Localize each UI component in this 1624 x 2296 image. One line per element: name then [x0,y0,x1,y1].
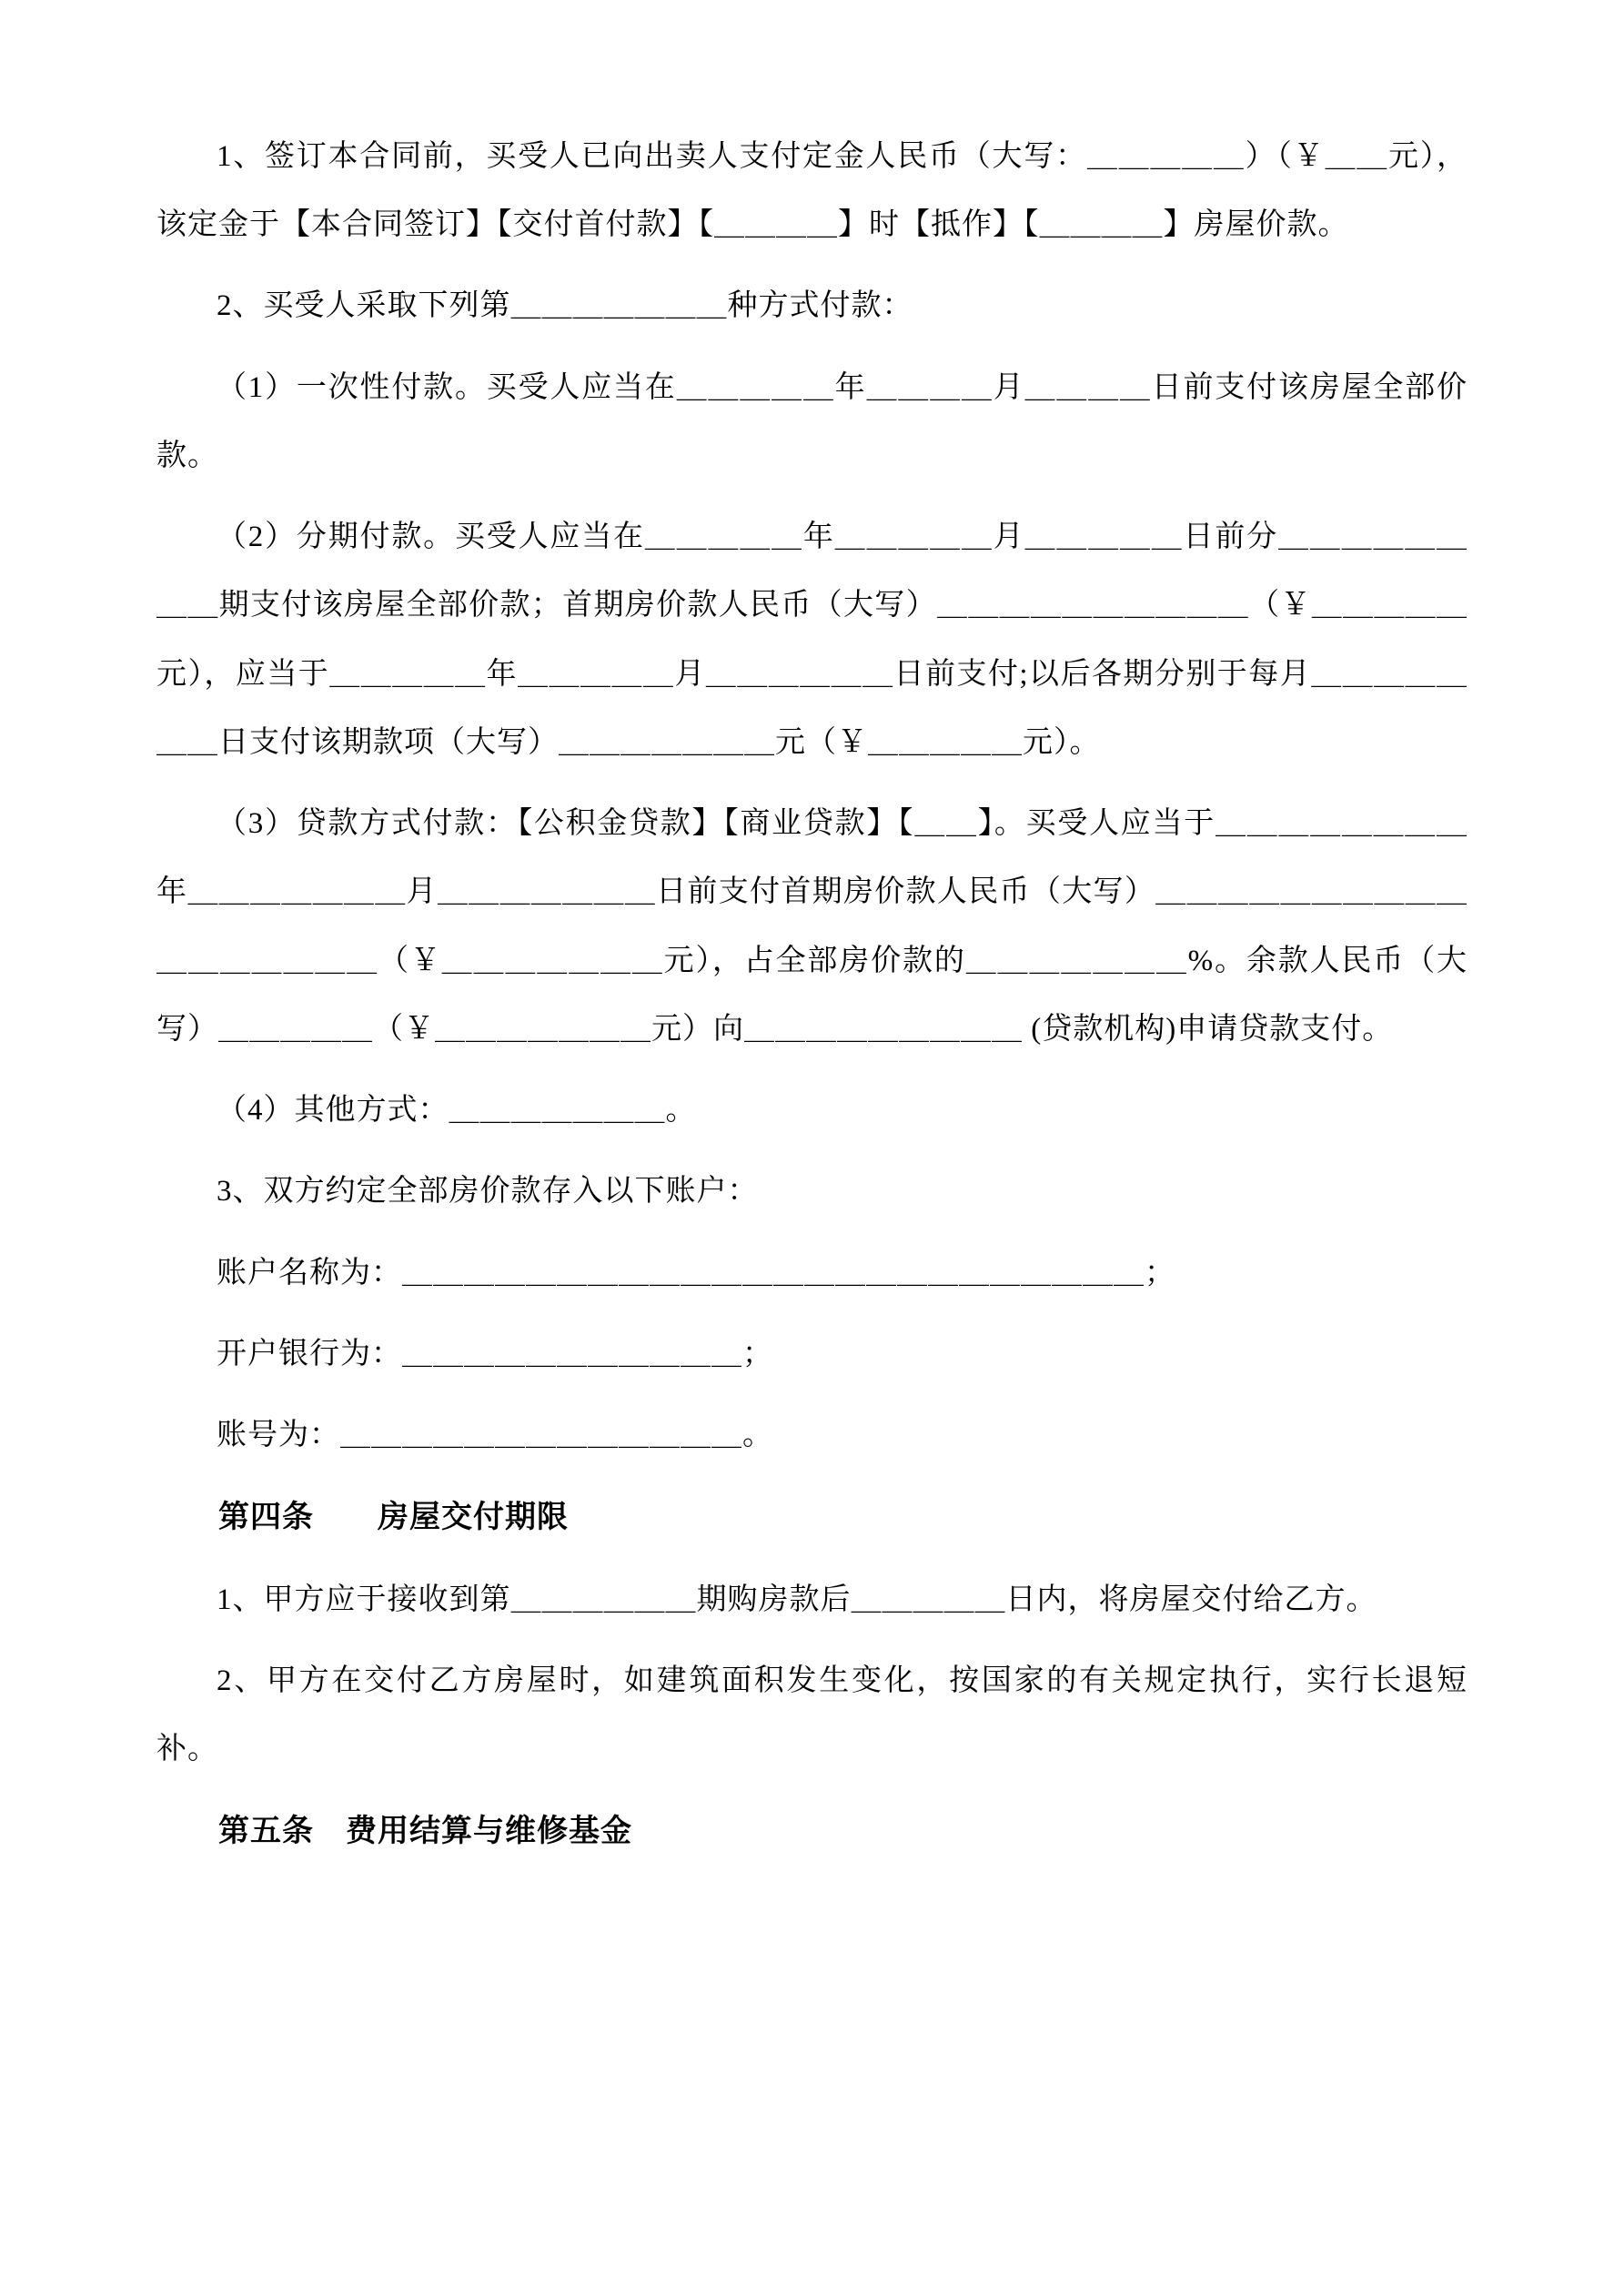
paragraph-area-change: 2、甲方在交付乙方房屋时，如建筑面积发生变化，按国家的有关规定执行，实行长退短补。 [156,1664,1468,1766]
paragraph-account-intro: 3、双方约定全部房价款存入以下账户： [217,1175,759,1209]
paragraph-account-number: 账号为：＿＿＿＿＿＿＿＿＿＿＿＿＿。 [217,1418,773,1451]
paragraph-account-name: 账户名称为：＿＿＿＿＿＿＿＿＿＿＿＿＿＿＿＿＿＿＿＿＿＿＿＿； [217,1256,1175,1290]
paragraph-bank-name: 开户银行为：＿＿＿＿＿＿＿＿＿＿＿； [217,1337,773,1371]
section-heading-article-4: 第四条 房屋交付期限 [218,1501,569,1535]
paragraph-deposit-clause: 1、签订本合同前，买受人已向出卖人支付定金人民币（大写：＿＿＿＿＿）（￥＿＿元），该定金于【本合同签订】【交付首付款】【＿＿＿＿】时【抵作】【＿＿＿＿】房屋价款。 [156,140,1468,242]
paragraph-lump-sum-payment: （1）一次性付款。买受人应当在＿＿＿＿＿年＿＿＿＿月＿＿＿＿日前支付该房屋全部价款。 [156,370,1468,472]
paragraph-payment-method-intro: 2、买受人采取下列第＿＿＿＿＿＿＿种方式付款： [217,289,913,323]
section-heading-article-5: 第五条 费用结算与维修基金 [218,1815,632,1849]
paragraph-loan-payment: （3）贷款方式付款：【公积金贷款】【商业贷款】【＿＿】。买受人应当于＿＿＿＿＿＿＿＿年＿＿＿＿＿＿＿月＿＿＿＿＿＿＿日前支付首期房价款人民币（大写）＿＿＿＿＿＿＿＿＿＿＿＿＿＿＿＿＿（￥＿＿＿＿＿＿＿元），占全部房价款的＿＿＿＿＿＿＿%。余款人民币（大写）＿＿＿＿＿（￥＿＿＿＿＿＿＿元）向＿＿＿＿＿＿＿＿＿ (贷款机构)申请贷款支付。 [156,807,1468,1046]
paragraph-delivery-deadline: 1、甲方应于接收到第＿＿＿＿＿＿期购房款后＿＿＿＿＿日内，将房屋交付给乙方。 [217,1583,1377,1616]
paragraph-installment-payment: （2）分期付款。买受人应当在＿＿＿＿＿年＿＿＿＿＿月＿＿＿＿＿日前分＿＿＿＿＿＿＿＿期支付该房屋全部价款；首期房价款人民币（大写）＿＿＿＿＿＿＿＿＿＿（￥＿＿＿＿＿元），应当于＿＿＿＿＿年＿＿＿＿＿月＿＿＿＿＿＿日前支付;以后各期分别于每月＿＿＿＿＿＿＿日支付该期款项（大写）＿＿＿＿＿＿＿元（￥＿＿＿＿＿元）。 [156,521,1468,759]
paragraph-other-payment: （4）其他方式：＿＿＿＿＿＿＿。 [217,1094,697,1128]
